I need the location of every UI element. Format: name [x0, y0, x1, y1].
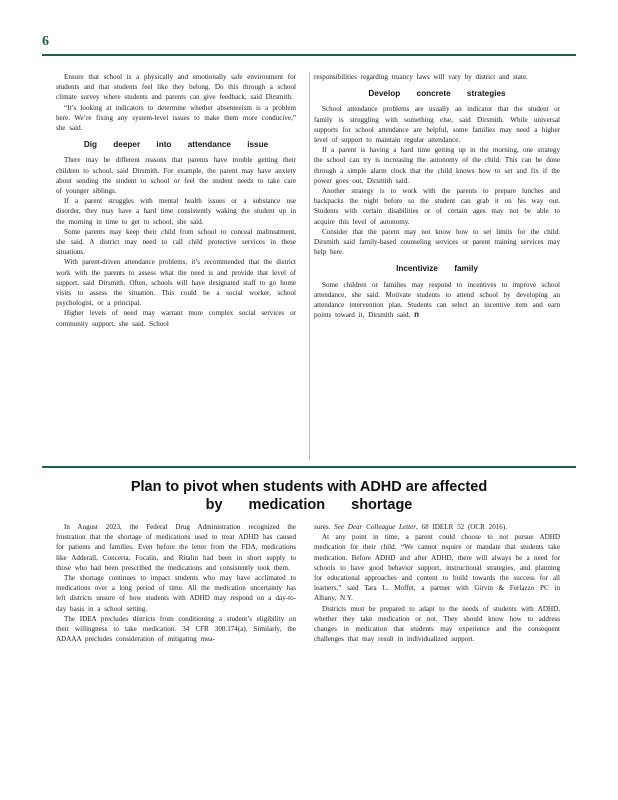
page-number: 6 — [42, 34, 49, 49]
paragraph: At any point in time, a parent could choose to not pursue ADHD medication for their child. “We cannot require or mandate that students take medication. Before ADHD and after ADHD, there will always be a need for schools to have good behavior support, instructional strategies, and planning for educational approaches and content to build towards the success for all learners,” said Tara L. Moffet, a partner with Girvin & Ferlazzo PC in Albany, N.Y. — [314, 533, 560, 603]
paragraph: School attendance problems are usually an indicator that the student or family is struggling with something else, said Dirsmith. While universal supports for school attendance are helpful, some families may need a higher level of support to maintain regular attendance. — [314, 105, 560, 145]
top-article-left-column — [56, 72, 296, 329]
paragraph: Ensure that school is a physically and emotionally safe environment for students and that students feel like they belong. Do this through a school climate survey where students and parents can give feedback, said Dirsmith. — [56, 73, 296, 102]
article-headline — [42, 478, 576, 514]
headline-line-1: Plan to pivot when students with ADHD are affected — [130, 479, 488, 495]
paragraph: If a parent is having a hard time getting up in the morning, one strategy the school can try is increasing the autonomy of the child. This can be done through a simple alarm clock that the child knows how to set and fix if the power goes out, Dirsmith said. — [314, 146, 560, 185]
paragraph-text: Some children or families may respond to incentives to improve school attendance, she said. Motivate students to attend school by developing an attendance intervention plan. Students can select an incentive item and earn points toward it, Dirsmith said. — [314, 280, 560, 320]
paragraph: Another strategy is to work with the parents to prepare lunches and backpacks the night before so the student can grab it on his way out. Students with certain disabilities or of certain ages may not be able to acquire this level of autonomy. — [314, 187, 560, 226]
paragraph: If a parent struggles with mental health issues or a substance use disorder, they may have a hard time consistently waking the student up in the morning in time to get to school, she said. — [56, 197, 296, 226]
citation-text: , 68 IDELR 52 (OCR 2016). — [416, 523, 507, 531]
citation-title: See Dear Colleague Letter — [334, 523, 416, 531]
paragraph-text: sures. — [314, 523, 331, 531]
bottom-article-left-column — [56, 522, 296, 644]
paragraph: responsibilities regarding truancy laws will vary by district and state. — [314, 73, 528, 81]
paragraph: In August 2023, the Federal Drug Administration recognized the frustration that the shortage of medications used to treat ADHD has caused for patients and families. Even before the letter from the FDA, medications like Adderall, Concerta, Focalin, and Ritalin had been in short supply to those who had been prescribed the medications and consistently took them. — [56, 523, 296, 572]
subheading-develop-strategies: Develop concrete strategies — [368, 89, 506, 99]
paragraph: Some parents may keep their child from school to conceal maltreatment, she said. A district may need to call child protective services in these situations. — [56, 227, 296, 257]
article-separator-rule — [42, 466, 576, 468]
top-article-right-column — [314, 72, 560, 320]
subheading-incentivize-family: Incentivize family — [396, 264, 478, 274]
paragraph: The IDEA precludes districts from conditioning a student’s eligibility on their willingness to take medication. 34 CFR 300.174(a). Similarly, the ADAAA precludes consideration of mitigating mea- — [56, 614, 296, 644]
paragraph: There may be different reasons that parents have trouble getting their children to school, said Dirsmith. For example, the parent may have anxiety about sending the student to school or feel the student needs to take care of younger siblings. — [56, 156, 296, 196]
header-rule — [42, 54, 576, 56]
end-mark: n — [414, 310, 419, 320]
subheading-dig-deeper: Dig deeper into attendance issue — [83, 140, 269, 150]
paragraph: “It’s looking at indicators to determine whether absenteeism is a problem here. We’re fixing any system-level issues to make them more conducive,” she said. — [56, 103, 296, 133]
bottom-article-right-column — [314, 522, 560, 644]
paragraph — [314, 522, 560, 532]
paragraph: Districts must be prepared to adapt to the needs of students with ADHD, whether they take medication or not. They should know how to address changes in medication that students may experience and the consequent challenges that may result in individualized support. — [314, 604, 560, 644]
column-divider — [309, 72, 310, 460]
paragraph: The shortage continues to impact students who may have acclimated to medications over a long period of time. All the medication uncertainty has left districts unsure of how students with ADHD may respond on a day-to-day basis in a school setting. — [56, 574, 296, 613]
paragraph: With parent-driven attendance problems, it’s recommended that the district work with the parents to assess what the need is and provide that level of support, said Dirsmith. Often, schools will have designated staff to go home visits to assess the situation. This could be a social worker, school psychologist, or a principal. — [56, 258, 296, 308]
headline-line-2: by medication shortage — [205, 497, 413, 513]
paragraph: Higher levels of need may warrant more complex social services or community support, she said. School — [56, 309, 296, 328]
paragraph — [314, 280, 560, 321]
paragraph: Consider that the parent may not know how to set limits for the child. Dirsmith said family-based counseling services or parent training services may help here. — [314, 227, 560, 257]
